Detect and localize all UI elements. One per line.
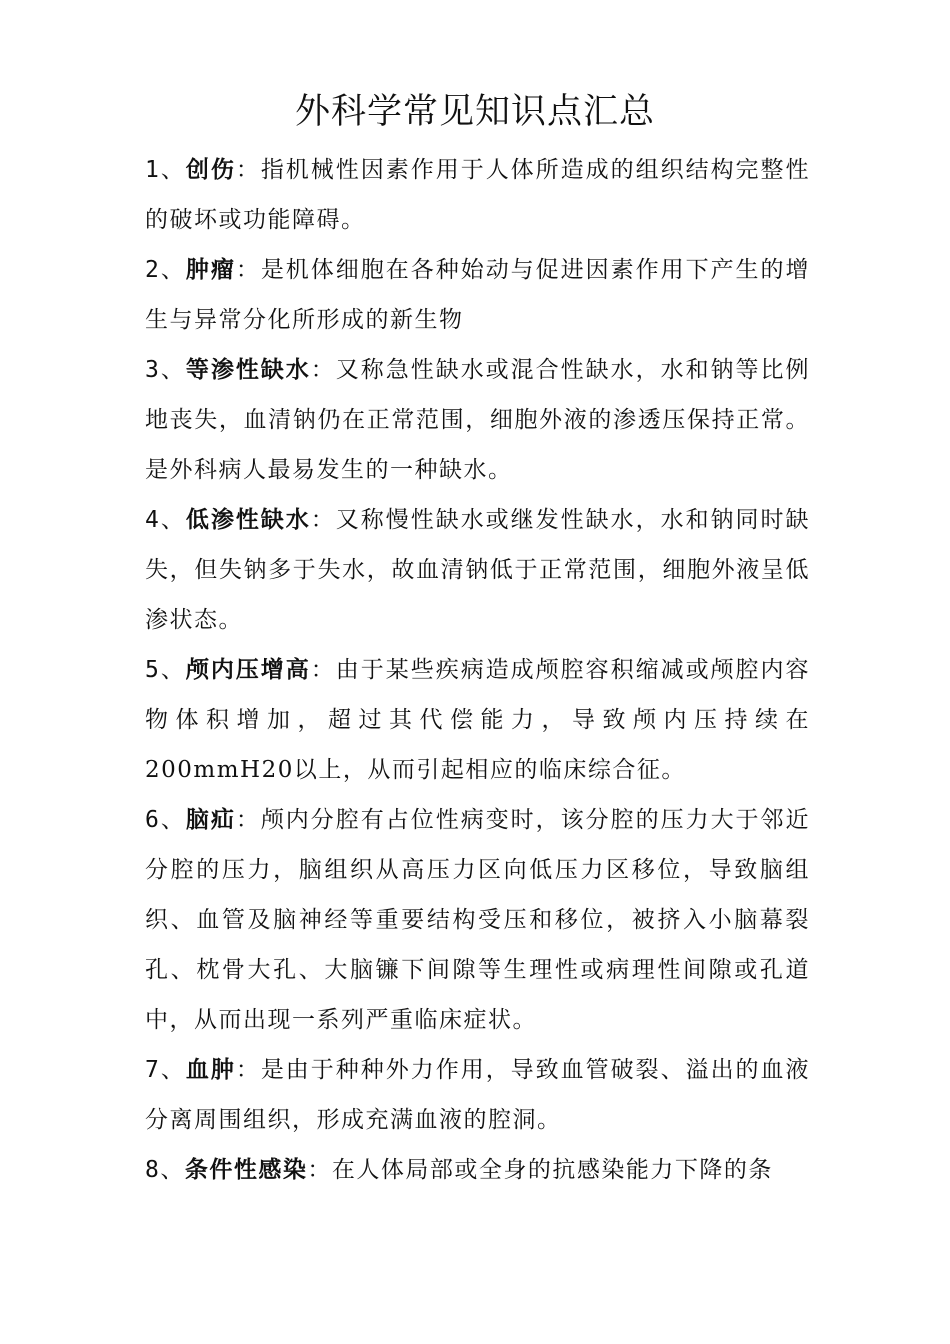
definition-entry-6 (145, 795, 810, 1045)
entry-term: 等渗性缺水 (185, 357, 311, 383)
entry-number: 6、 (145, 807, 186, 833)
entry-separator: ： (310, 357, 336, 383)
definition-entry-8 (145, 1145, 810, 1195)
document-title: 外科学常见知识点汇总 (294, 92, 655, 132)
entry-term: 条件性感染 (184, 1157, 308, 1183)
definition-entry-5 (145, 645, 810, 795)
document-body (145, 145, 810, 1195)
entry-definition: 是机体细胞在各种始动与促进因素作用下产生的增生与异常分化所形成的新生物 (145, 257, 811, 333)
definition-entry-7 (145, 1045, 810, 1145)
entry-separator: ： (235, 807, 261, 833)
entry-number: 7、 (145, 1057, 186, 1083)
entry-number: 3、 (145, 357, 186, 383)
entry-definition: 又称急性缺水或混合性缺水，水和钠等比例地丧失，血清钠仍在正常范围，细胞外液的渗透压保持正常。是外科病人最易发生的一种缺水。 (145, 357, 811, 483)
entry-separator: ： (235, 1057, 261, 1083)
entry-separator: ： (235, 157, 261, 183)
entry-definition: 是由于种种外力作用，导致血管破裂、溢出的血液分离周围组织，形成充满血液的腔洞。 (145, 1057, 811, 1133)
entry-term: 脑疝 (185, 807, 236, 833)
entry-term: 颅内压增高 (185, 657, 311, 683)
entry-number: 4、 (145, 507, 186, 533)
definition-entry-3 (145, 345, 810, 495)
entry-separator: ： (310, 507, 336, 533)
entry-definition: 由于某些疾病造成颅腔容积缩减或颅腔内容物体积增加，超过其代偿能力，导致颅内压持续在200mmH20以上，从而引起相应的临床综合征。 (145, 657, 811, 783)
entry-definition: 指机械性因素作用于人体所造成的组织结构完整性的破坏或功能障碍。 (145, 157, 811, 233)
entry-term: 创伤 (185, 157, 236, 183)
entry-term: 血肿 (185, 1057, 236, 1083)
entry-number: 2、 (145, 257, 186, 283)
entry-number: 1、 (145, 157, 186, 183)
definition-entry-1 (145, 145, 810, 245)
entry-separator: ： (310, 657, 336, 683)
entry-definition: 在人体局部或全身的抗感染能力下降的条 (331, 1157, 773, 1183)
definition-entry-4 (145, 495, 810, 645)
entry-number: 5、 (145, 657, 186, 683)
definition-entry-2 (145, 245, 810, 345)
entry-term: 肿瘤 (185, 257, 236, 283)
entry-definition: 颅内分腔有占位性病变时，该分腔的压力大于邻近分腔的压力，脑组织从高压力区向低压力区移位，导致脑组织、血管及脑神经等重要结构受压和移位，被挤入小脑幕裂孔、枕骨大孔、大脑镰下间隙等生理性或病理性间隙或孔道中，从而出现一系列严重临床症状。 (145, 807, 811, 1033)
entry-separator: ： (307, 1157, 332, 1183)
entry-term: 低渗性缺水 (185, 507, 311, 533)
entry-number: 8、 (145, 1157, 185, 1183)
entry-separator: ： (235, 257, 261, 283)
entry-definition: 又称慢性缺水或继发性缺水，水和钠同时缺失，但失钠多于失水，故血清钠低于正常范围，细胞外液呈低渗状态。 (145, 507, 811, 633)
